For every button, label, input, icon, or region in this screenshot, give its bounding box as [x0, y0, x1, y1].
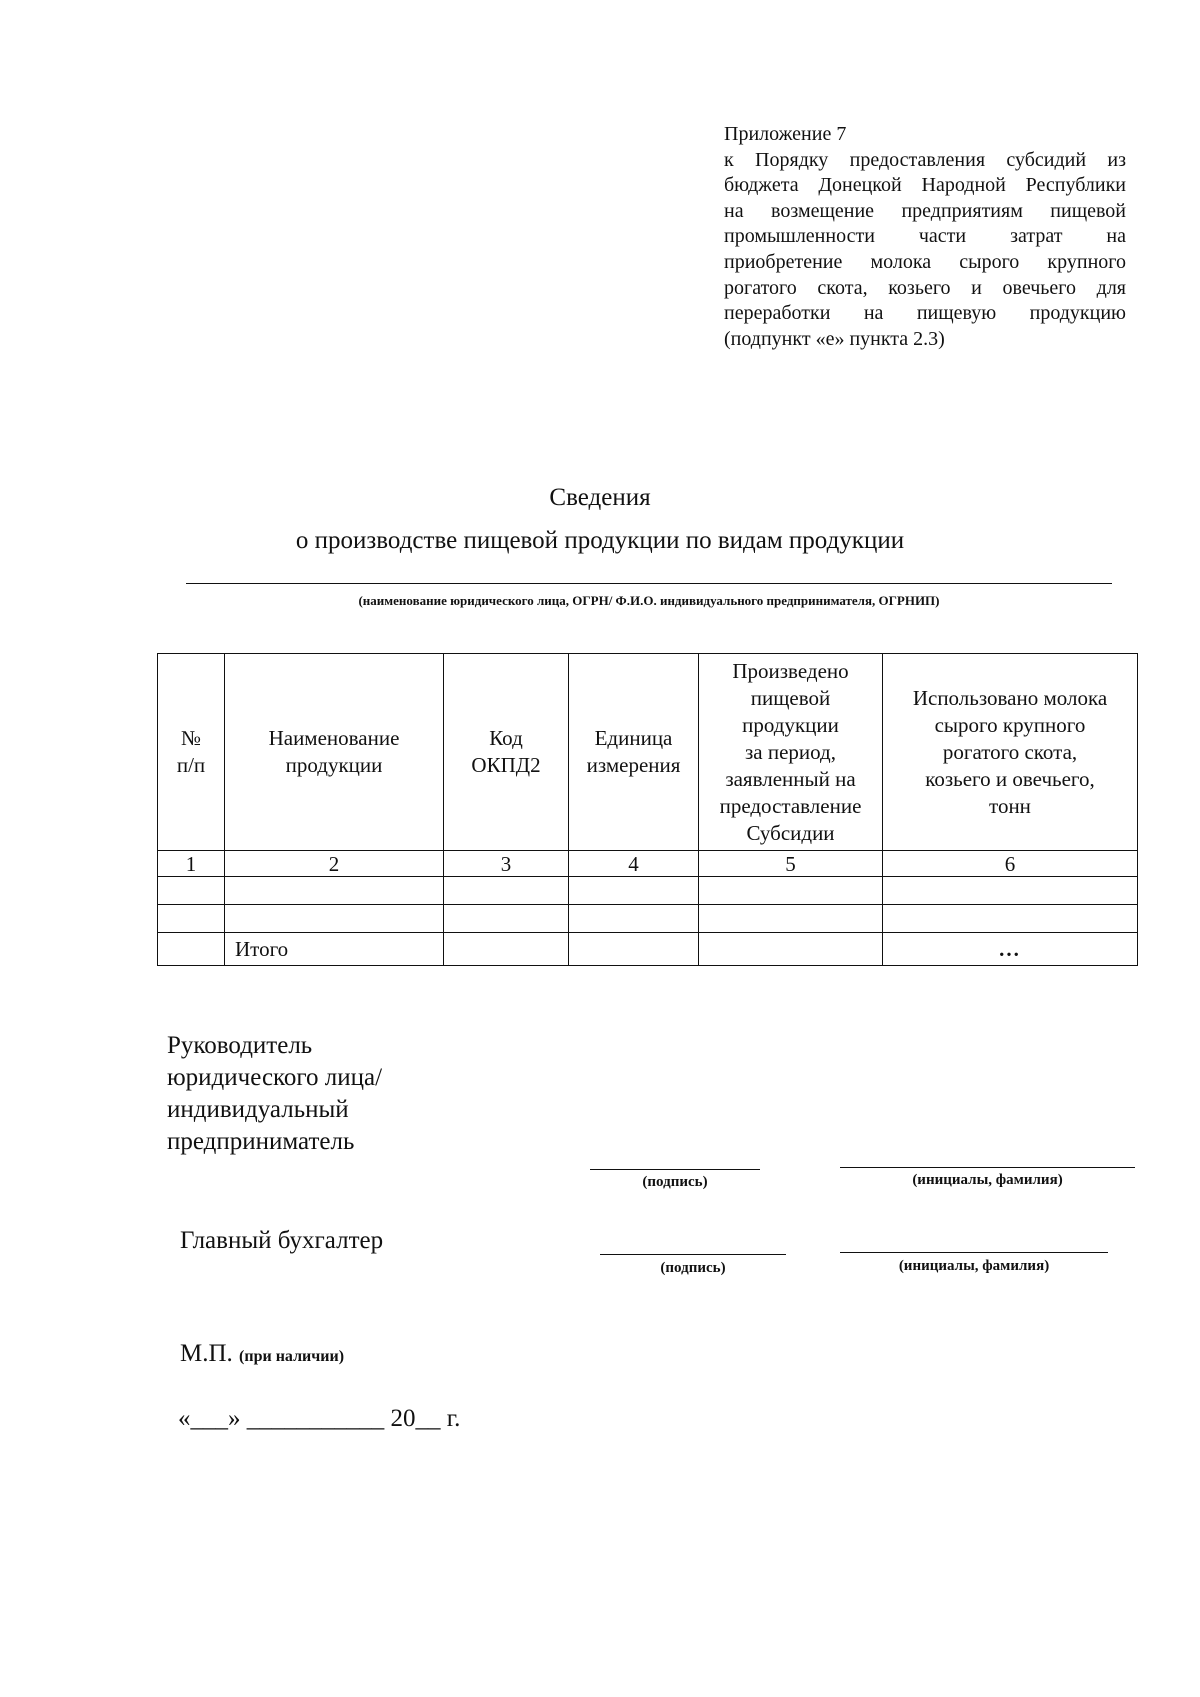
name-caption: (инициалы, фамилия) — [898, 1258, 1050, 1274]
head-signatory-label — [167, 1030, 382, 1158]
header-text: Код — [489, 726, 523, 750]
header-text: измерения — [586, 753, 681, 777]
header-text: Наименование — [268, 726, 400, 750]
table-cell[interactable] — [225, 877, 444, 905]
table-cell[interactable] — [699, 933, 883, 966]
table-cell[interactable] — [444, 933, 569, 966]
annex-line: приобретение молока сырого крупного — [724, 250, 1126, 273]
annex-line: на возмещение предприятиям пищевой — [724, 199, 1126, 222]
document-title: Сведения — [549, 484, 651, 511]
header-cell-number — [158, 654, 225, 851]
table-cell[interactable] — [225, 905, 444, 933]
table-cell[interactable] — [444, 877, 569, 905]
header-text: рогатого скота, — [942, 739, 1078, 764]
stamp-label: М.П. — [180, 1340, 233, 1367]
column-number: 6 — [883, 851, 1138, 877]
entity-name-line — [186, 583, 1112, 584]
column-number: 1 — [158, 851, 225, 877]
header-text: Использовано молока — [912, 685, 1108, 710]
annex-header — [724, 122, 1126, 352]
table-cell[interactable] — [444, 905, 569, 933]
column-number-row — [158, 851, 1138, 877]
signature-caption: (подпись) — [642, 1174, 708, 1190]
table-cell[interactable] — [569, 933, 699, 966]
accountant-signature-line[interactable] — [600, 1254, 786, 1255]
header-text: п/п — [176, 753, 206, 777]
header-text: предоставление — [719, 793, 862, 818]
header-cell-product-name — [225, 654, 444, 851]
header-text: заявленный на — [725, 766, 856, 791]
table-cell[interactable] — [569, 905, 699, 933]
table-row — [158, 905, 1138, 933]
signature-caption: (подпись) — [660, 1260, 726, 1276]
accountant-label: Главный бухгалтер — [180, 1227, 384, 1254]
signatory-label-line: индивидуальный — [167, 1096, 349, 1123]
header-text: Произведено — [732, 658, 849, 683]
annex-line: переработки на пищевую продукцию — [724, 302, 1126, 325]
signatory-label-line: Руководитель — [167, 1032, 313, 1059]
header-text: продукции — [742, 712, 839, 737]
header-cell-okpd2-code — [444, 654, 569, 851]
table-cell[interactable] — [158, 905, 225, 933]
stamp-place — [180, 1340, 344, 1368]
annex-line: Приложение 7 — [724, 123, 847, 145]
production-table — [157, 653, 1138, 966]
head-name-line[interactable] — [840, 1167, 1135, 1168]
header-text: продукции — [285, 753, 383, 777]
total-label: Итого — [225, 933, 444, 966]
header-text: за период, — [745, 739, 836, 764]
header-text: козьего и овечьего, — [925, 766, 1095, 791]
header-text: сырого крупного — [934, 712, 1086, 737]
annex-line: (подпункт «е» пункта 2.3) — [724, 327, 945, 350]
table-cell[interactable] — [883, 877, 1138, 905]
entity-caption: (наименование юридического лица, ОГРН/ Ф.И.О. индивидуального предпринимателя, ОГРНИП) — [358, 593, 940, 608]
header-text: Единица — [594, 726, 673, 750]
annex-line: бюджета Донецкой Народной Республики — [724, 174, 1126, 197]
header-text: № — [180, 726, 202, 750]
total-value[interactable]: ... — [883, 933, 1138, 966]
table-cell[interactable] — [699, 905, 883, 933]
header-text: тонн — [989, 793, 1031, 818]
header-cell-milk-used — [883, 654, 1138, 851]
column-number: 2 — [225, 851, 444, 877]
accountant-name-line[interactable] — [840, 1252, 1108, 1253]
stamp-note: (при наличии) — [239, 1348, 345, 1365]
table-row — [158, 877, 1138, 905]
header-cell-unit — [569, 654, 699, 851]
table-cell[interactable] — [699, 877, 883, 905]
annex-line: рогатого скота, козьего и овечьего для — [724, 276, 1126, 299]
total-row — [158, 933, 1138, 966]
table-header-row — [158, 654, 1138, 851]
table-cell[interactable] — [569, 877, 699, 905]
date-line[interactable]: «___» ___________ 20__ г. — [178, 1405, 461, 1432]
header-text: ОКПД2 — [471, 753, 541, 777]
head-signature-line[interactable] — [590, 1169, 760, 1170]
header-cell-produced — [699, 654, 883, 851]
name-caption: (инициалы, фамилия) — [912, 1172, 1063, 1188]
header-text: Субсидии — [746, 820, 835, 845]
table-cell[interactable] — [883, 905, 1138, 933]
table-cell[interactable] — [158, 877, 225, 905]
column-number: 3 — [444, 851, 569, 877]
annex-line: промышленности части затрат на — [724, 225, 1126, 248]
signatory-label-line: юридического лица/ — [167, 1064, 383, 1091]
table-cell — [158, 933, 225, 966]
header-text: пищевой — [750, 685, 831, 710]
document-subtitle: о производстве пищевой продукции по видам продукции — [295, 527, 905, 554]
signatory-label-line: предприниматель — [167, 1128, 355, 1155]
column-number: 4 — [569, 851, 699, 877]
column-number: 5 — [699, 851, 883, 877]
annex-line: к Порядку предоставления субсидий из — [724, 148, 1126, 171]
